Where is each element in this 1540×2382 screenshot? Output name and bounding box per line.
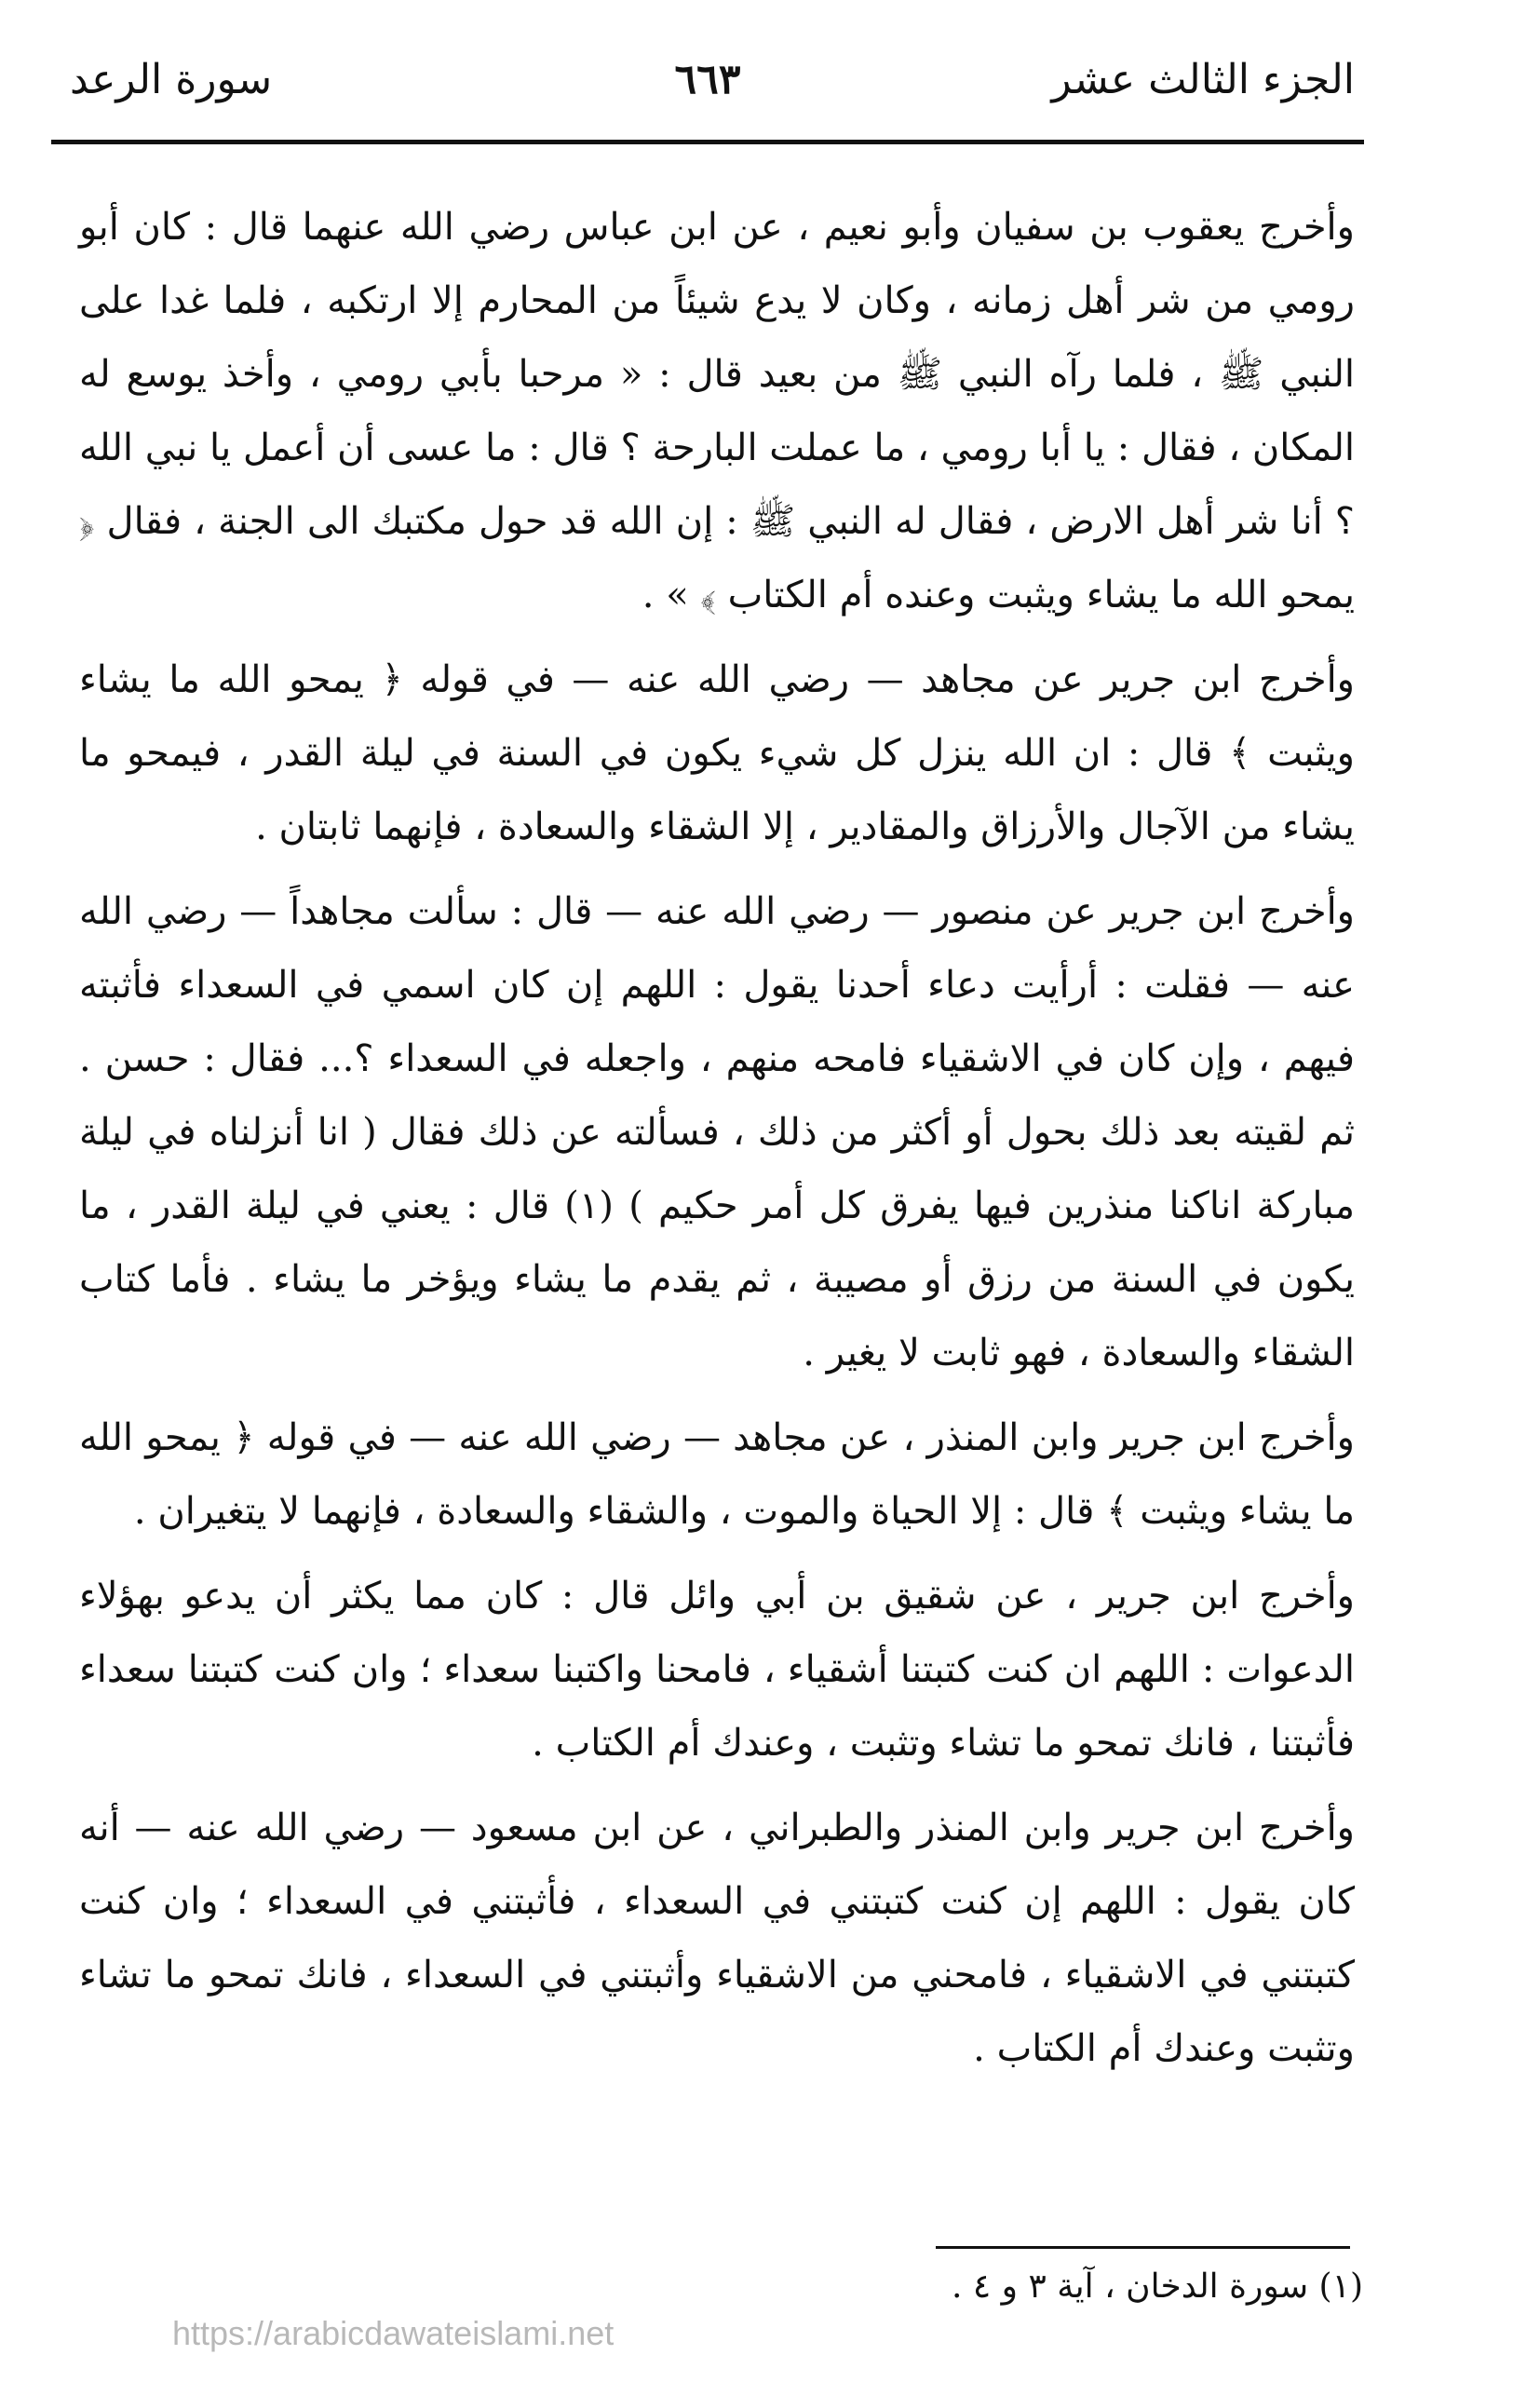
watermark-url: https://arabicdawateislami.net <box>172 2314 615 2352</box>
footnote: (١) سورة الدخان ، آية ٣ و ٤ . <box>952 2267 1363 2306</box>
body-text <box>79 191 1355 2097</box>
paragraph-5: وأخرج ابن جرير ، عن شقيق بن أبي وائل قال : كان مما يكثر أن يدعو بهؤلاء الدعوات : اللهم ان كنت كتبتنا أشقياء ، فامحنا واكتبنا سعداء ؛ وان كنت كتبتنا سعداء فأثبتنا ، فانك تمحو ما تشاء وتثبت ، وعندك أم الكتاب . <box>79 1575 1355 1765</box>
header-rule <box>51 140 1364 144</box>
paragraph-2: وأخرج ابن جرير عن مجاهد — رضي الله عنه — في قوله ﴿ يمحو الله ما يشاء ويثبت ﴾ قال : ان الله ينزل كل شيء يكون في السنة في ليلة القدر ، فيمحو ما يشاء من الآجال والأرزاق والمقادير ، إلا الشقاء والسعادة ، فإنهما ثابتان . <box>79 658 1355 848</box>
surah-title: سورة الرعد <box>70 56 273 103</box>
page-number: ٦٦٣ <box>674 56 741 103</box>
part-title: الجزء الثالث عشر <box>1051 56 1355 103</box>
paragraph-3: وأخرج ابن جرير عن منصور — رضي الله عنه — قال : سألت مجاهداً — رضي الله عنه — فقلت : أرأيت دعاء أحدنا يقول : اللهم إن كان اسمي في السعداء فأثبته فيهم ، وإن كان في الاشقياء فامحه منهم ، واجعله في السعداء ؟... فقال : حسن . ثم لقيته بعد ذلك بحول أو أكثر من ذلك ، فسألته عن ذلك فقال ( انا أنزلناه في ليلة مباركة اناكنا منذرين فيها يفرق كل أمر حكيم ) (١) قال : يعني في ليلة القدر ، ما يكون في السنة من رزق أو مصيبة ، ثم يقدم ما يشاء ويؤخر ما يشاء . فأما كتاب الشقاء والسعادة ، فهو ثابت لا يغير . <box>79 890 1356 1374</box>
paragraph-6: وأخرج ابن جرير وابن المنذر والطبراني ، عن ابن مسعود — رضي الله عنه — أنه كان يقول : اللهم إن كنت كتبتني في السعداء ، فأثبتني في السعداء ؛ وان كنت كتبتني في الاشقياء ، فامحني من الاشقياء وأثبتني في السعداء ، فانك تمحو ما تشاء وتثبت وعندك أم الكتاب . <box>79 1807 1355 2070</box>
page-header <box>51 48 1364 123</box>
footnote-rule <box>936 2246 1350 2249</box>
paragraph-1: وأخرج يعقوب بن سفيان وأبو نعيم ، عن ابن عباس رضي الله عنهما قال : كان أبو رومي من شر أهل زمانه ، وكان لا يدع شيئاً من المحارم إلا ارتكبه ، فلما غدا على النبي ﷺ ، فلما رآه النبي ﷺ من بعيد قال : « مرحبا بأبي رومي ، وأخذ يوسع له المكان ، فقال : يا أبا رومي ، ما عملت البارحة ؟ قال : ما عسى أن أعمل يا نبي الله ؟ أنا شر أهل الارض ، فقال له النبي ﷺ : إن الله قد حول مكتبك الى الجنة ، فقال ﴿ يمحو الله ما يشاء ويثبت وعنده أم الكتاب ﴾ » . <box>79 206 1355 616</box>
paragraph-4: وأخرج ابن جرير وابن المنذر ، عن مجاهد — رضي الله عنه — في قوله ﴿ يمحو الله ما يشاء ويثبت ﴾ قال : إلا الحياة والموت ، والشقاء والسعادة ، فإنهما لا يتغيران . <box>79 1416 1355 1533</box>
